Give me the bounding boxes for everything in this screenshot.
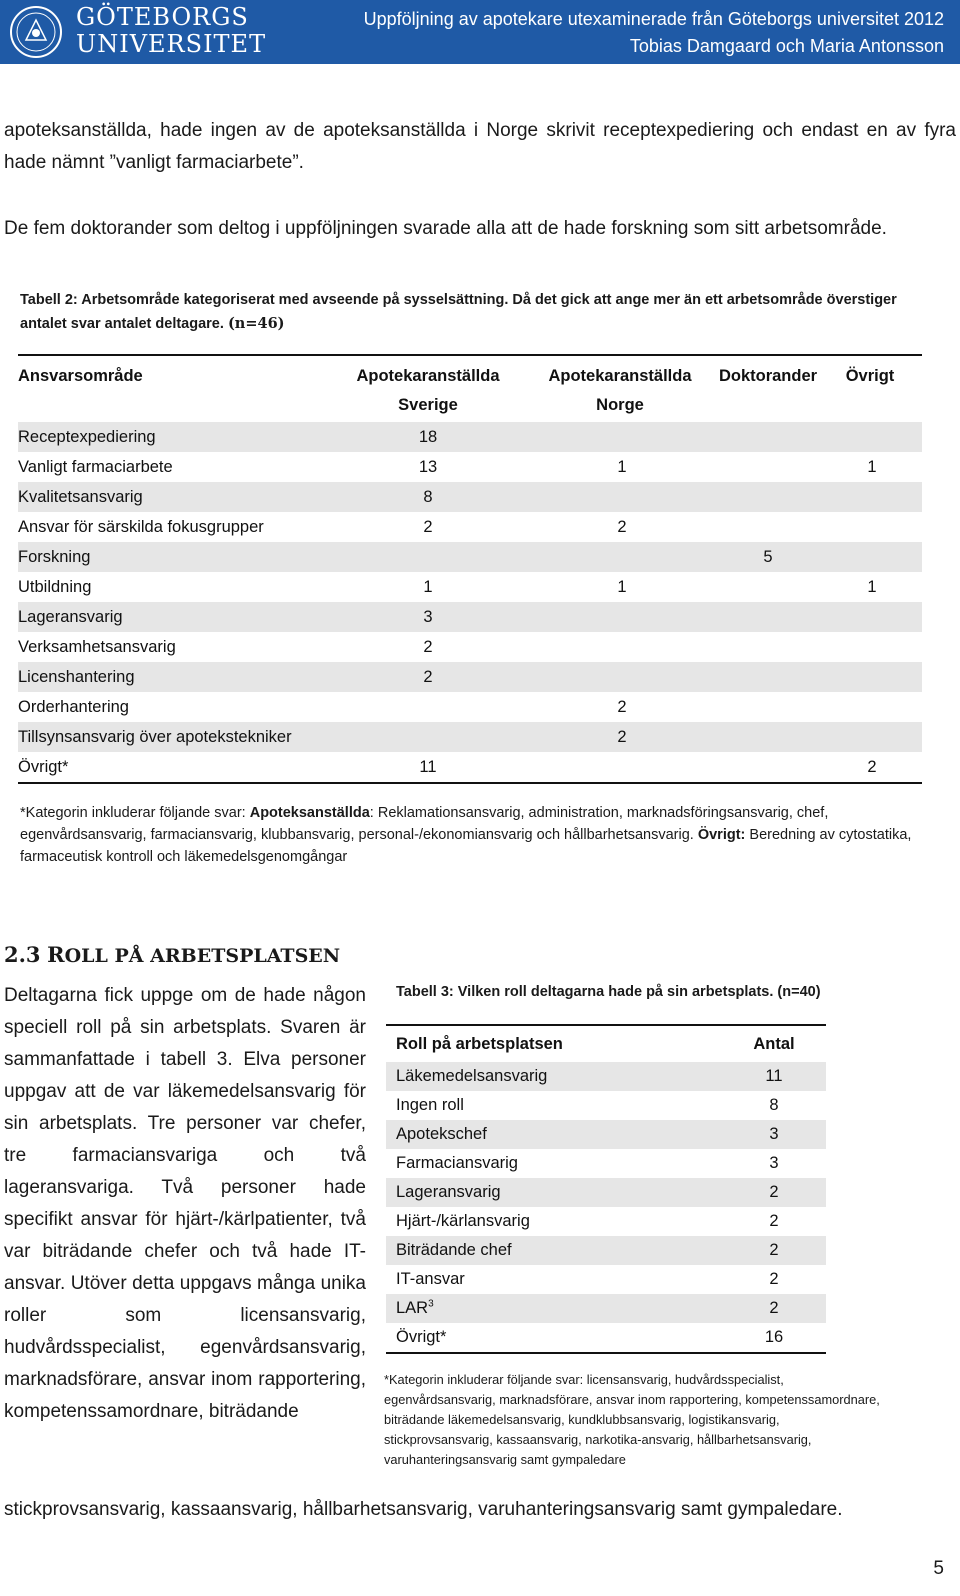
table-row: Forskning 5 xyxy=(18,542,922,572)
table-row: Vanligt farmaciarbete 13 1 1 xyxy=(18,458,877,476)
table-row: Övrigt* 16 xyxy=(396,1328,784,1346)
paragraph-2: De fem doktorander som deltog i uppföljningen svarade alla att de hade forskning som sitt arbetsområde. xyxy=(4,218,887,239)
table-row: Verksamhetsansvarig 2 xyxy=(18,638,433,656)
table-row: Hjärt-/kärlansvarig 2 xyxy=(396,1212,779,1230)
table-row: Orderhantering 2 xyxy=(18,698,627,716)
table-row: Lageransvarig 3 xyxy=(18,602,922,632)
table-row: Farmaciansvarig 3 xyxy=(396,1154,779,1172)
table-row: Kvalitetsansvarig 8 xyxy=(18,482,922,512)
table-row: Biträdande chef 2 xyxy=(386,1236,826,1265)
table-row: Licenshantering 2 xyxy=(18,662,922,692)
table-row: Läkemedelsansvarig 11 xyxy=(386,1062,826,1091)
table3-header: Roll på arbetsplatsen Antal xyxy=(396,1035,795,1053)
section-heading: 2.3 ROLL PÅ ARBETSPLATSEN xyxy=(4,942,341,967)
table-row: Utbildning 1 1 1 xyxy=(18,578,877,596)
page-header xyxy=(0,0,960,64)
table2-header: Ansvarsområde Apotekaranställda Sverige Apotekaranställda Norge Doktorander Övrigt xyxy=(18,367,895,414)
table-row: Ingen roll 8 xyxy=(396,1096,779,1114)
table-row: Apotekschef 3 xyxy=(386,1120,826,1149)
section-body: Deltagarna fick uppge om de hade någon speciell roll på sin arbetsplats. Svaren är sammanfattade i tabell 3. Elva personer uppgav att de var läkemedelsansvarig för sin arbetsplats. Tre personer var chefer, tre farmaciansvariga och två lageransvariga. Två personer hade specifikt ansvar för hjärt-/kärlpatienter, två var biträdande chefer och två hade IT-ansvar. Utöver detta uppgavs många unika roller som licensansvarig, hudvårdsspecialist, egenvårdsansvarig, marknadsförare, ansvar inom rapportering, kompetenssamordnare, biträdande xyxy=(4,985,366,1422)
table-row: IT-ansvar 2 xyxy=(396,1270,779,1288)
table-row: Övrigt* 11 2 xyxy=(18,758,877,776)
table-3 xyxy=(386,1024,826,1354)
table-row: Tillsynsansvarig över apotekstekniker 2 xyxy=(18,722,922,752)
table-2 xyxy=(18,354,922,784)
university-name: GÖTEBORGS UNIVERSITET xyxy=(76,3,267,58)
university-seal-icon xyxy=(6,4,66,60)
paragraph-1: apoteksanställda, hade ingen av de apoteksanställda i Norge skrivit receptexpediering och endast en av fyra hade nämnt ”vanligt farmaciarbete”. xyxy=(4,120,956,173)
table-row: Ansvar för särskilda fokusgrupper 2 2 xyxy=(18,518,627,536)
page-number: 5 xyxy=(933,1558,944,1579)
table2-footnote: *Kategorin inkluderar följande svar: Apoteksanställda: Reklamationsansvarig, administration, marknadsföringsansvarig, chef, egenvårdsansvarig, farmaciansvarig, klubbansvarig, personal-/ekonomiansvarig och hållbarhetsansvarig. Övrigt: Beredning av cytostatika, farmaceutisk kontroll och läkemedelsgenomgångar xyxy=(20,805,912,865)
header-right xyxy=(364,6,944,60)
table-row: Lageransvarig 2 xyxy=(386,1178,826,1207)
table-row: LAR$^3$ 2 xyxy=(386,1294,826,1323)
table2-caption: Tabell 2: Arbetsområde kategoriserat med avseende på sysselsättning. Då det gick att ange mer än ett arbetsområde överstiger antalet svar antalet deltagare. (n=46) xyxy=(20,292,897,332)
paragraph-continuation: stickprovsansvarig, kassaansvarig, hållbarhetsansvarig, varuhanteringsansvarig samt gympaledare. xyxy=(4,1499,843,1520)
table3-caption: Tabell 3: Vilken roll deltagarna hade på sin arbetsplats. (n=40) xyxy=(396,984,821,1000)
report-title: Uppföljning av apotekare utexaminerade från Göteborgs universitet 2012 xyxy=(363,9,944,29)
table-row: Receptexpediering 18 xyxy=(18,422,922,452)
table3-footnote: *Kategorin inkluderar följande svar: licensansvarig, hudvårdsspecialist, egenvårdsansvarig, marknadsförare, ansvar inom rapportering, kompetenssamordnare, biträdande läkemedelsansvarig, kundklubbsansvarig, logistikansvarig, stickprovsansvarig, kassaansvarig, narkotika-ansvarig, hållbarhetsansvarig, varuhanteringsansvarig samt gympaledare xyxy=(384,1372,880,1467)
report-authors: Tobias Damgaard och Maria Antonsson xyxy=(629,36,944,56)
